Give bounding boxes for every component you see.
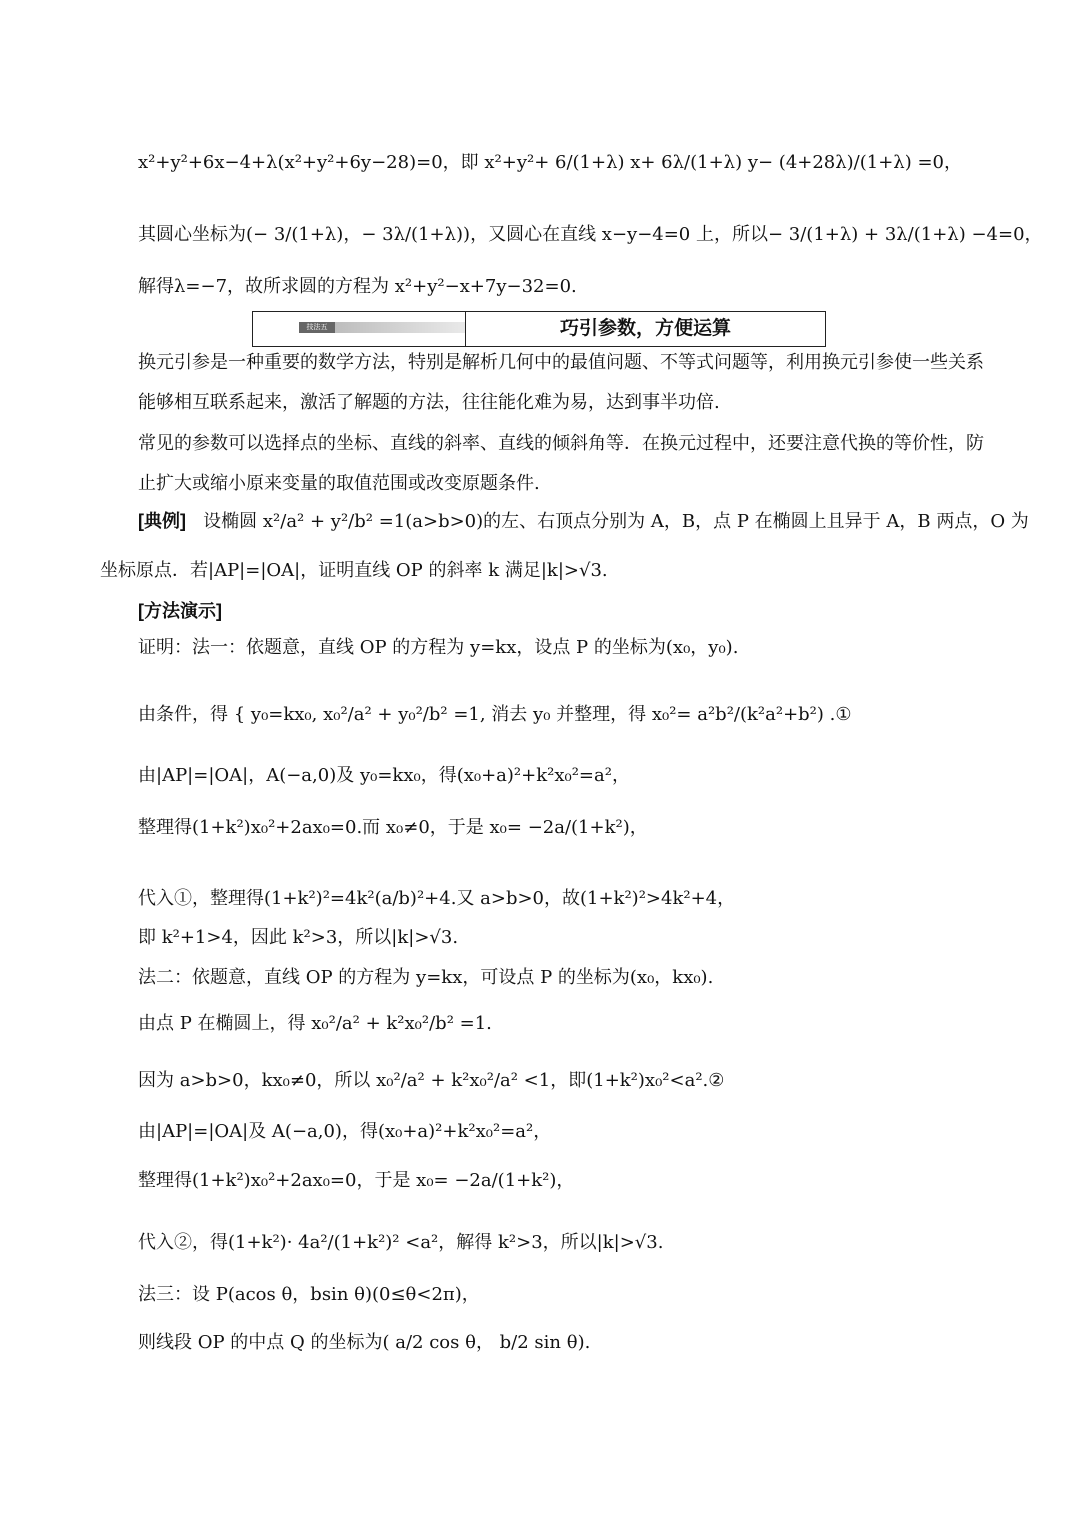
example-label: [典例] <box>138 511 186 531</box>
section-title-box <box>252 311 826 347</box>
section-tag: 技法五 <box>299 322 335 333</box>
paragraph-2 <box>138 424 984 504</box>
paragraph-1 <box>138 343 984 423</box>
formula-line-2: 其圆心坐标为(− 3/(1+λ)，− 3λ/(1+λ))，又圆心在直线 x−y−4=0 上，所以− 3/(1+λ) + 3λ/(1+λ) −4=0， <box>138 224 1043 245</box>
proof-line-12: 代入②，得(1+k²)· 4a²/(1+k²)² <a²，解得 k²>3，所以|k|>√3. <box>138 1232 664 1253</box>
proof-line-9: 因为 a>b>0，kx₀≠0，所以 x₀²/a² + k²x₀²/a² <1，即(1+k²)x₀²<a².② <box>138 1070 725 1091</box>
proof-line-14: 则线段 OP 的中点 Q 的坐标为( a/2 cos θ， b/2 sin θ). <box>138 1332 591 1353</box>
formula-line-1: x²+y²+6x−4+λ(x²+y²+6y−28)=0，即 x²+y²+ 6/(1+λ) x+ 6λ/(1+λ) y− (4+28λ)/(1+λ) =0， <box>138 152 962 173</box>
proof-line-3: 由|AP|=|OA|，A(−a,0)及 y₀=kx₀，得(x₀+a)²+k²x₀²=a²， <box>138 765 630 786</box>
example-line-1 <box>138 508 1029 535</box>
formula-line-3: 解得λ=−7，故所求圆的方程为 x²+y²−x+7y−32=0. <box>138 276 577 297</box>
method-label: [方法演示] <box>138 601 222 621</box>
proof-line-4: 整理得(1+k²)x₀²+2ax₀=0.而 x₀≠0，于是 x₀= −2a/(1+k²)， <box>138 817 648 838</box>
proof-line-11: 整理得(1+k²)x₀²+2ax₀=0，于是 x₀= −2a/(1+k²)， <box>138 1170 575 1191</box>
section-tag-bar <box>335 322 465 333</box>
paragraph-2-text: 常见的参数可以选择点的坐标、直线的斜率、直线的倾斜角等．在换元过程中，还要注意代换的等价性，防止扩大或缩小原来变量的取值范围或改变原题条件. <box>138 433 984 494</box>
section-tag-area <box>253 312 466 346</box>
example-line-2: 坐标原点．若|AP|=|OA|，证明直线 OP 的斜率 k 满足|k|>√3. <box>100 560 608 581</box>
proof-line-2: 由条件，得 { y₀=kx₀, x₀²/a² + y₀²/b² =1, 消去 y₀ 并整理，得 x₀²= a²b²/(k²a²+b²) .① <box>138 704 852 725</box>
example-text-1: 设椭圆 x²/a² + y²/b² =1(a>b>0)的左、右顶点分别为 A，B，点 P 在椭圆上且异于 A，B 两点，O 为 <box>203 511 1029 532</box>
proof-line-13: 法三：设 P(acos θ，bsin θ)(0≤θ<2π)， <box>138 1284 480 1305</box>
proof-line-7: 法二：依题意，直线 OP 的方程为 y=kx，可设点 P 的坐标为(x₀，kx₀). <box>138 967 714 988</box>
paragraph-1-text: 换元引参是一种重要的数学方法，特别是解析几何中的最值问题、不等式问题等，利用换元引参使一些关系能够相互联系起来，激活了解题的方法，往往能化难为易，达到事半功倍. <box>138 352 984 413</box>
proof-line-8: 由点 P 在椭圆上，得 x₀²/a² + k²x₀²/b² =1. <box>138 1013 492 1034</box>
proof-line-6: 即 k²+1>4，因此 k²>3，所以|k|>√3. <box>138 927 459 948</box>
proof-line-5: 代入①，整理得(1+k²)²=4k²(a/b)²+4.又 a>b>0，故(1+k²)²>4k²+4， <box>138 888 736 909</box>
proof-line-1: 证明：法一：依题意，直线 OP 的方程为 y=kx，设点 P 的坐标为(x₀，y₀). <box>138 637 739 658</box>
section-title: 巧引参数，方便运算 <box>559 317 731 339</box>
proof-line-10: 由|AP|=|OA|及 A(−a,0)，得(x₀+a)²+k²x₀²=a²， <box>138 1121 552 1142</box>
